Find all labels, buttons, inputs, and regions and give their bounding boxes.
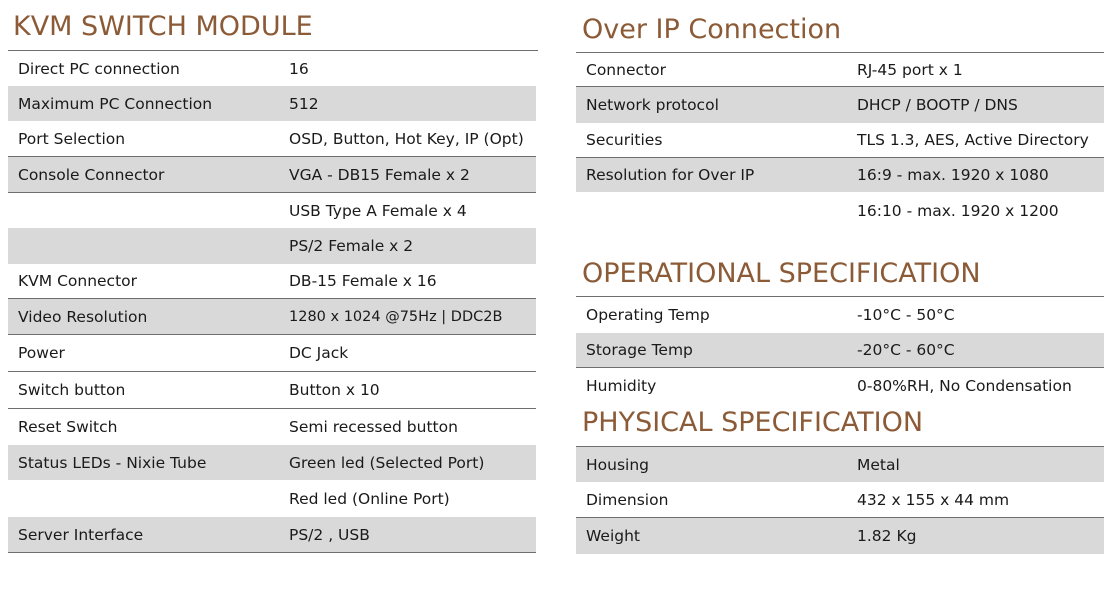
spec-value: 512 [289,94,319,113]
over-ip-spec-table [576,53,1104,230]
spec-label: Switch button [18,381,126,399]
spec-row [8,193,536,228]
spec-value: PS/2 Female x 2 [289,237,414,255]
spec-row [8,86,536,121]
spec-row [8,264,536,299]
spec-row [8,517,536,553]
spec-row [8,157,536,193]
spec-row [8,480,536,517]
spec-row [576,447,1104,482]
spec-label: Network protocol [586,96,719,114]
spec-row [576,53,1104,87]
spec-label: Housing [586,455,650,474]
spec-label: Securities [586,131,663,149]
spec-value: Button x 10 [289,381,380,399]
spec-row [576,482,1104,518]
spec-label: Connector [586,60,666,79]
spec-row [8,335,536,372]
spec-row [8,409,536,445]
spec-row [8,372,536,409]
spec-row [8,299,536,335]
spec-label: Weight [586,527,641,545]
spec-row [576,158,1104,192]
spec-value: DC Jack [289,344,349,362]
spec-label: Maximum PC Connection [18,94,213,113]
spec-value: 1.82 Kg [857,527,917,545]
spec-label: KVM Connector [18,272,138,290]
spec-row [8,445,536,480]
spec-value: 16 [289,59,309,78]
section-title-kvm-switch-module: KVM SWITCH MODULE [13,11,313,42]
spec-value: 16:9 - max. 1920 x 1080 [857,166,1049,184]
spec-value: PS/2 , USB [289,525,370,544]
spec-value: VGA - DB15 Female x 2 [289,165,470,184]
physical-spec-table [576,447,1104,554]
spec-row [576,333,1104,368]
spec-value: DHCP / BOOTP / DNS [857,96,1018,114]
section-title-physical-specification: PHYSICAL SPECIFICATION [582,407,924,438]
spec-row [576,297,1104,333]
spec-label: Direct PC connection [18,59,180,78]
spec-label: Status LEDs - Nixie Tube [18,453,207,472]
spec-value: USB Type A Female x 4 [289,201,467,220]
spec-row [576,87,1104,123]
spec-value: -20°C - 60°C [857,341,955,359]
spec-value: TLS 1.3, AES, Active Directory [857,131,1089,149]
spec-value: 0-80%RH, No Condensation [857,376,1072,395]
spec-label: Reset Switch [18,418,118,436]
spec-row [8,121,536,157]
spec-value: OSD, Button, Hot Key, IP (Opt) [289,129,524,148]
spec-value: Semi recessed button [289,418,458,436]
spec-row [576,368,1104,403]
spec-label: Storage Temp [586,341,693,359]
spec-value: -10°C - 50°C [857,306,955,324]
spec-label: Resolution for Over IP [586,166,755,184]
spec-value: Green led (Selected Port) [289,453,485,472]
spec-label: Video Resolution [18,307,148,326]
spec-row [576,518,1104,554]
section-title-operational-specification: OPERATIONAL SPECIFICATION [582,258,981,289]
kvm-spec-table [8,51,536,553]
spec-label: Server Interface [18,525,144,544]
spec-value: 16:10 - max. 1920 x 1200 [857,202,1059,220]
operational-spec-table [576,297,1104,403]
spec-value: Metal [857,455,900,474]
spec-label: Operating Temp [586,306,710,324]
section-title-over-ip-connection: Over IP Connection [582,14,842,45]
spec-label: Console Connector [18,165,165,184]
spec-row [576,192,1104,230]
spec-row [576,123,1104,158]
spec-value: DB-15 Female x 16 [289,272,437,290]
spec-label: Humidity [586,376,657,395]
spec-value: Red led (Online Port) [289,489,450,508]
spec-value: RJ-45 port x 1 [857,60,963,79]
spec-value: 1280 x 1024 @75Hz | DDC2B [289,308,503,325]
spec-label: Port Selection [18,129,126,148]
spec-row [8,51,536,86]
spec-label: Power [18,344,65,362]
spec-label: Dimension [586,490,669,509]
spec-row [8,228,536,264]
spec-value: 432 x 155 x 44 mm [857,490,1010,509]
